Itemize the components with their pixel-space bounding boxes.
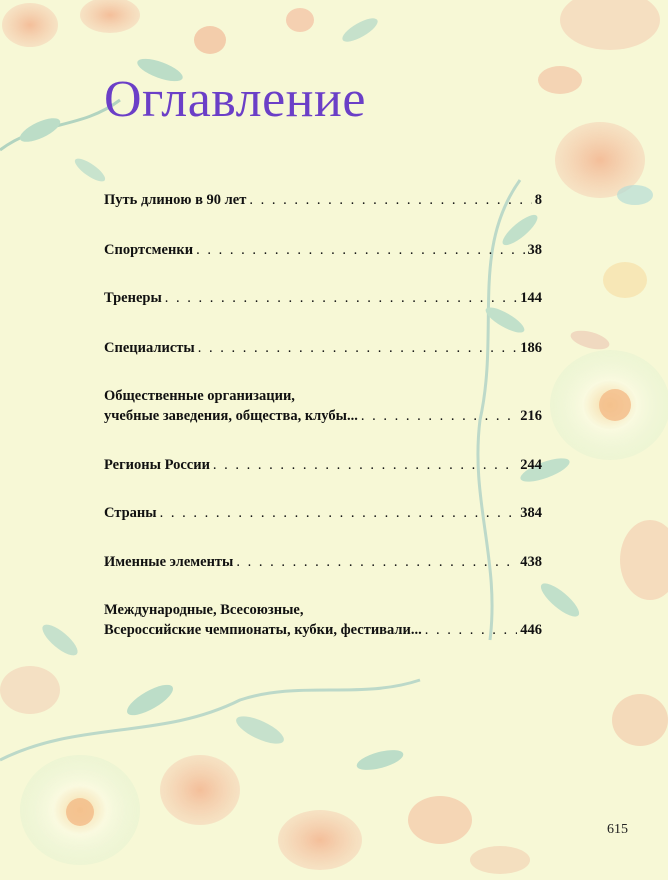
toc-entry-title: Тренеры	[104, 290, 162, 306]
toc-entry-page: 38	[527, 242, 542, 258]
toc-entry-page: 438	[520, 554, 542, 570]
toc-entry[interactable]	[104, 386, 542, 426]
toc-entry-page: 446	[520, 622, 542, 638]
leader-dots	[160, 503, 518, 523]
toc-entry-title-line1: Общественные организации,	[104, 388, 295, 404]
leader-dots	[236, 552, 517, 572]
toc-entry[interactable]	[104, 503, 542, 523]
toc-entry[interactable]	[104, 600, 542, 640]
toc-entry-title: Регионы России	[104, 457, 210, 473]
leader-dots	[165, 288, 517, 308]
leader-dots	[425, 620, 518, 640]
toc-entry-page: 216	[520, 408, 542, 424]
toc-entry-page: 186	[520, 340, 542, 356]
toc-entry[interactable]	[104, 288, 542, 308]
toc-entry-page: 244	[520, 457, 542, 473]
toc-entry-title: Именные элементы	[104, 554, 234, 570]
toc-entry-title: Страны	[104, 505, 157, 521]
toc-entry-title-line1: Международные, Всесоюзные,	[104, 602, 304, 618]
toc-entry-title: Всероссийские чемпионаты, кубки, фестивали...	[104, 622, 422, 638]
toc-entry-title: Спортсменки	[104, 242, 194, 258]
leader-dots	[249, 190, 531, 210]
toc-entry[interactable]	[104, 190, 542, 210]
toc-entry[interactable]	[104, 455, 542, 475]
leader-dots	[196, 240, 524, 260]
toc-entry-title: Специалисты	[104, 340, 195, 356]
toc-entry-page: 144	[520, 290, 542, 306]
toc-entry-page: 8	[534, 192, 542, 208]
leader-dots	[361, 406, 517, 426]
leader-dots	[198, 338, 518, 358]
page-number: 615	[607, 822, 628, 837]
toc-entry-title: учебные заведения, общества, клубы...	[104, 408, 358, 424]
leader-dots	[213, 455, 517, 475]
toc-entry-title: Путь длиною в 90 лет	[104, 192, 247, 208]
toc-entry-page: 384	[520, 505, 542, 521]
toc-entry[interactable]	[104, 338, 542, 358]
toc-entry[interactable]	[104, 552, 542, 572]
toc-entry[interactable]	[104, 240, 542, 260]
page-title: Оглавление	[104, 71, 366, 128]
